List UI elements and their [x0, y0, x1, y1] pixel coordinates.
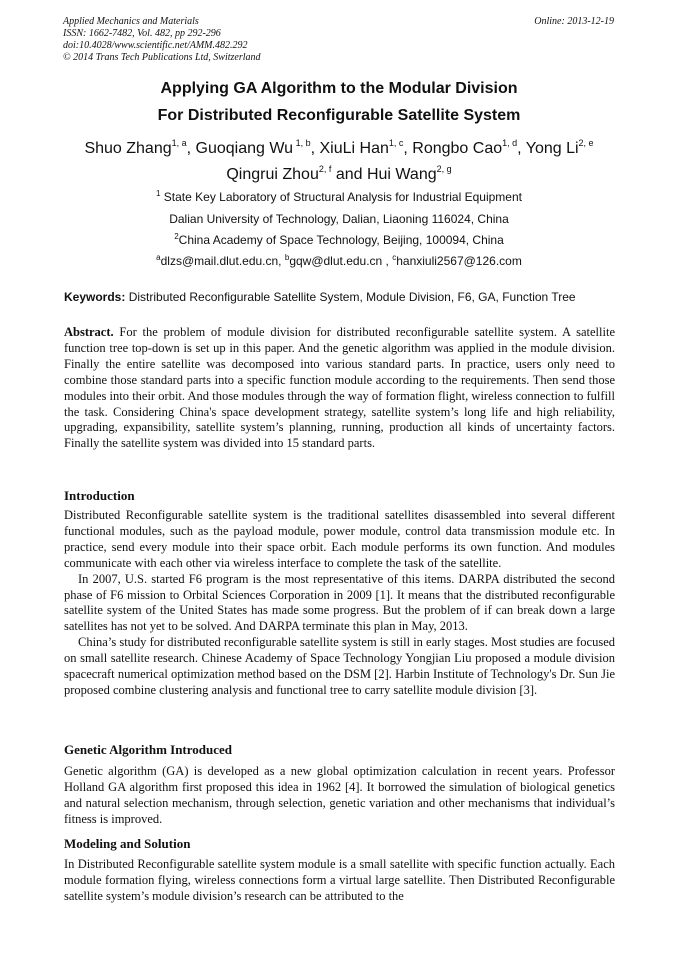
affiliation-1-address: Dalian University of Technology, Dalian, Liaoning 116024, China [169, 212, 509, 226]
affiliation-1 [0, 190, 678, 204]
affiliation-text: State Key Laboratory of Structural Analysis for Industrial Equipment [160, 190, 522, 204]
author-name: Hui Wang [366, 166, 437, 183]
paper-title-line-2: For Distributed Reconfigurable Satellite System [157, 107, 521, 124]
author-name: Shuo Zhang [84, 140, 172, 157]
paper-title-line-1: Applying GA Algorithm to the Modular Division [160, 80, 518, 97]
modeling-body [64, 857, 615, 905]
abstract-label: Abstract. [64, 325, 114, 339]
issn-line: ISSN: 1662-7482, Vol. 482, pp 292-296 [63, 28, 221, 39]
section-heading-introduction: Introduction [64, 488, 135, 503]
paragraph: Genetic algorithm (GA) is developed as a new global optimization calculation in recent years. Professor Holland GA algorithm first proposed this idea in 1962 [4]. It borrowed the simulation of biological genetics and natural selection mechanism, through selection, genetic variation and other mechanisms that individual’s fitness is improved. [64, 764, 615, 826]
email-mark: b [284, 253, 290, 262]
author-name: Guoqiang Wu [195, 140, 294, 157]
author-affiliation-mark: 1, c [388, 138, 404, 148]
author-affiliation-mark: 1, a [171, 138, 187, 148]
author-separator: , [403, 140, 413, 157]
author-affiliation-mark: 2, g [436, 164, 452, 174]
affiliation-mark: 2 [174, 232, 179, 241]
author-affiliation-mark: 2, e [578, 138, 594, 148]
email-link[interactable]: gqw@dlut.edu.cn , [289, 254, 393, 268]
keywords-text: Distributed Reconfigurable Satellite System, Module Division, F6, GA, Function Tree [125, 290, 576, 304]
abstract-text: For the problem of module division for distributed reconfigurable satellite system. A satellite function tree top-down is set up in this paper. And the genetic algorithm was applied in the module division. Finally the entire satellite was decomposed into various standard parts. In practice, users only need to combine those standard parts into a specific function module according to the requirements. Then send those modules into their orbit. And those modules through the way of formation flight, wireless connection to fulfill the task. Considering China's space development strategy, satellite system’s long life and high reliability, upgrading, expansibility, satellite system’s planning, running, production all kinds of uncertainty factors. Finally the satellite system was divided into 15 standard parts. [64, 325, 615, 451]
keywords-label: Keywords: [64, 290, 126, 304]
paragraph: In Distributed Reconfigurable satellite system module is a small satellite with specific function actually. Each module formation flying, wireless connections form a virtual large satellite. Then Distributed Reconfigurable satellite system’s module division’s research can be attributed to the [64, 857, 615, 903]
genetic-algorithm-body [64, 764, 615, 828]
keywords [64, 290, 624, 304]
copyright-line: © 2014 Trans Tech Publications Ltd, Switzerland [63, 52, 261, 63]
email-mark: a [156, 253, 161, 262]
introduction-body [64, 508, 615, 699]
author-name: XiuLi Han [319, 140, 389, 157]
abstract [64, 325, 615, 452]
journal-header [63, 16, 261, 64]
affiliation-mark: 1 [156, 189, 161, 198]
author-separator: , [186, 140, 196, 157]
section-heading-genetic-algorithm: Genetic Algorithm Introduced [64, 742, 233, 757]
paragraph: Distributed Reconfigurable satellite system is the traditional satellites disassembled into several different functional modules, such as the payload module, power module, control data transmission module etc. In practice, send every module into their space orbit. Each module performs its own function. And modules communicate with each other via wireless interface to complete the task of the satellite. [64, 508, 615, 570]
email-link[interactable]: dlzs@mail.dlut.edu.cn, [160, 254, 285, 268]
author-separator: , [310, 140, 320, 157]
author-affiliation-mark: 1, d [502, 138, 518, 148]
email-link[interactable]: hanxiuli2567@126.com [396, 254, 522, 268]
affiliation-text: China Academy of Space Technology, Beijing, 100094, China [178, 233, 504, 247]
affiliation-2 [0, 233, 678, 247]
journal-name: Applied Mechanics and Materials [63, 16, 199, 27]
author-name: Rongbo Cao [412, 140, 503, 157]
author-name: Qingrui Zhou [226, 166, 319, 183]
author-list-line-2 [0, 166, 678, 184]
doi-line: doi:10.4028/www.scientific.net/AMM.482.292 [63, 40, 248, 51]
paragraph: China’s study for distributed reconfigurable satellite system is still in early stages. Most studies are focused on small satellite research. Chinese Academy of Space Technology Yongjian Liu proposed a module division spacecraft numerical optimization method based on the DSM [2]. Harbin Institute of Technology's Dr. Sun Jie proposed combine clustering analysis and functional tree to carry satellite module division [3]. [64, 635, 615, 697]
online-date: Online: 2013-12-19 [534, 16, 614, 27]
author-name: Yong Li [525, 140, 579, 157]
author-affiliation-mark: 2, f [318, 164, 332, 174]
author-separator: , [517, 140, 526, 157]
author-affiliation-mark: 1, b [293, 138, 311, 148]
author-list-line-1 [0, 140, 678, 158]
section-heading-modeling: Modeling and Solution [64, 836, 191, 851]
author-emails [0, 254, 678, 268]
author-separator: and [331, 166, 367, 183]
paragraph: In 2007, U.S. started F6 program is the most representative of this items. DARPA distributed the second phase of F6 mission to Orbital Sciences Corporation in 2009 [1]. It means that the distributed reconfigurable satellite system of the United States has made some progress. But the problem of if can break down a large satellites has not yet to be solved. And DARPA terminate this plan in May, 2013. [64, 571, 615, 634]
email-mark: c [392, 253, 397, 262]
